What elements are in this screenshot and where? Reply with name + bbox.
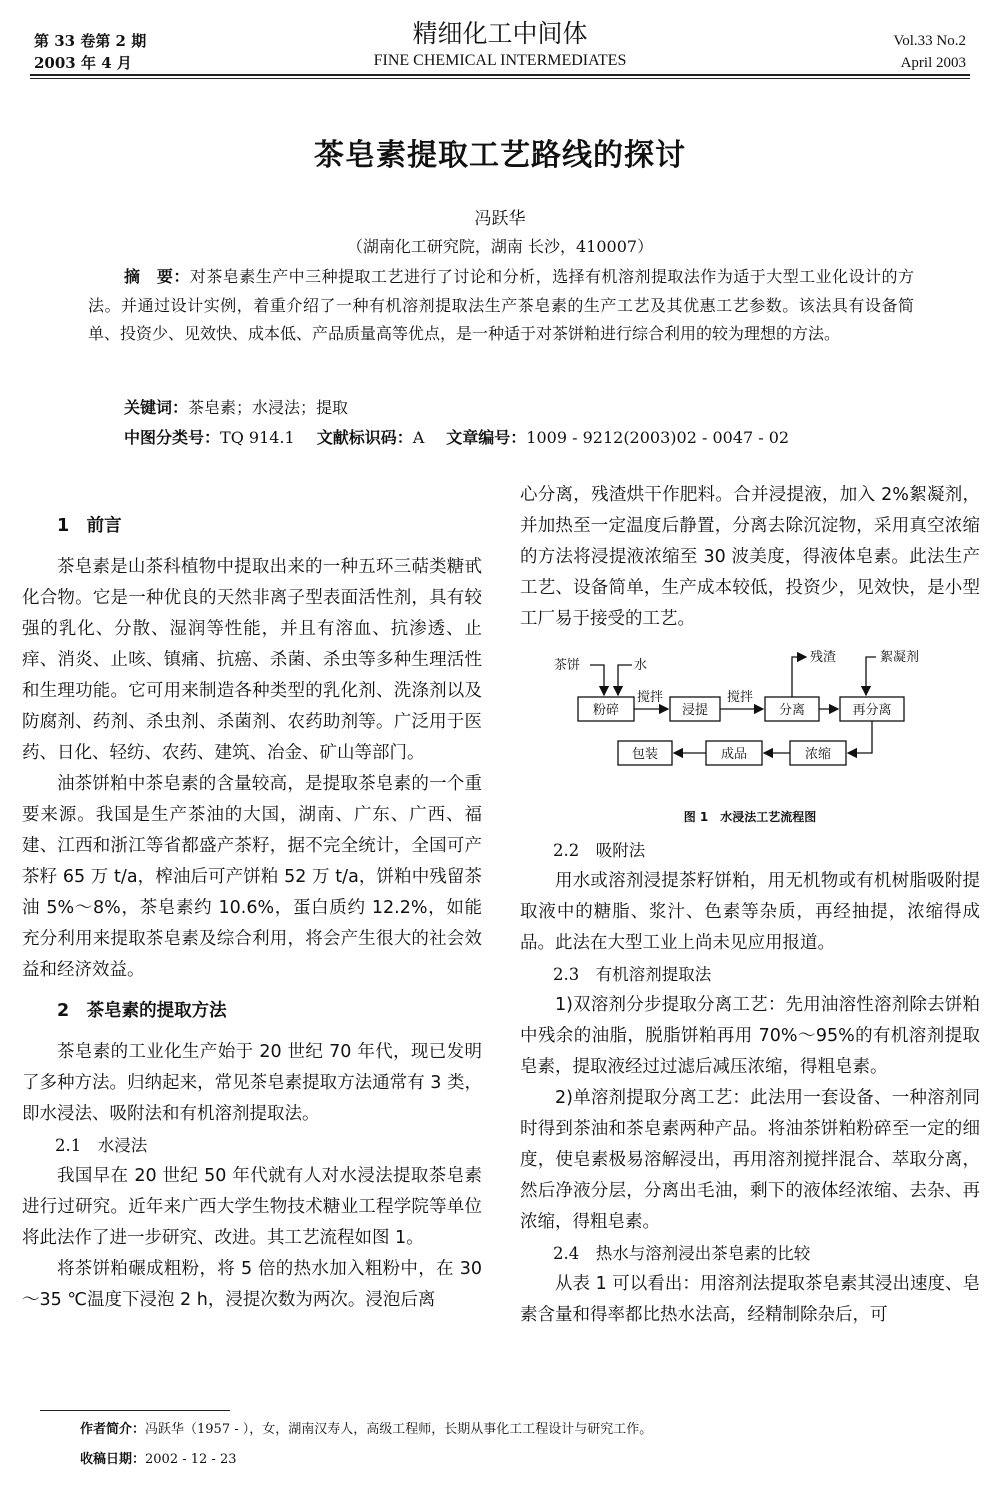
date-cn: 2003 年 4 月	[34, 54, 132, 72]
classification-line	[124, 425, 789, 451]
reseparation-label: 再分离	[852, 703, 892, 718]
separation-label: 分离	[778, 703, 806, 718]
affiliation: （湖南化工研究院，湖南 长沙，410007）	[346, 237, 654, 256]
article-number-label: 文章编号：	[446, 428, 527, 447]
flow-diagram	[520, 641, 980, 811]
section-2-title: 2 茶皂素的提取方法	[57, 1001, 227, 1021]
header-left	[34, 30, 146, 74]
stir-label-2: 搅拌	[727, 690, 754, 705]
footnote-rule	[40, 1410, 230, 1411]
section-2-3-title: 2.3 有机溶剂提取法	[553, 965, 712, 984]
section-2-2-paragraph-1: 用水或溶剂浸提茶籽饼粕，用无机物或有机树脂吸附提取液中的糖脂、浆汁、色素等杂质，再经抽提，浓缩得成品。此法在大型工业上尚未见应用报道。	[520, 871, 980, 953]
header-rule-thin	[30, 78, 970, 79]
doc-code-value: A	[412, 428, 425, 447]
section-1-paragraph-1: 茶皂素是山茶科植物中提取出来的一种五环三萜类糖甙化合物。它是一种优良的天然非离子型表面活性剂，具有较强的乳化、分散、湿润等性能，并且有溶血、抗渗透、止痒、消炎、止咳、镇痛、抗癌、杀菌、杀虫等多种生理活性和生理功能。它可用来制造各种类型的乳化剂、洗涤剂以及防腐剂、药剂、杀虫剂、杀菌剂、农药助剂等。广泛用于医药、日化、轻纺、农药、建筑、冶金、矿山等部门。	[22, 557, 482, 763]
volume-issue-en: Vol.33 No.2	[893, 33, 966, 49]
section-2-paragraph-1: 茶皂素的工业化生产始于 20 世纪 70 年代，现已发明了多种方法。归纳起来，常见茶皂素提取方法通常有 3 类，即水浸法、吸附法和有机溶剂提取法。	[22, 1042, 482, 1124]
date-en: April 2003	[900, 55, 966, 71]
concentration-label: 浓缩	[804, 747, 832, 762]
journal-name-cn: 精细化工中间体	[412, 19, 588, 48]
abstract-text: 对茶皂素生产中三种提取工艺进行了讨论和分析，选择有机溶剂提取法作为适于大型工业化设计的方法。并通过设计实例，着重介绍了一种有机溶剂提取法生产茶皂素的生产工艺及其优惠工艺参数。该法具有设备简单、投资少、见效快、成本低、产品质量高等优点，是一种适于对茶饼粕进行综合利用的较为理想的方法。	[88, 267, 914, 343]
stir-label-1: 搅拌	[637, 690, 664, 705]
clc-label: 中图分类号：	[124, 428, 221, 447]
author-bio-text: 冯跃华（1957 - ），女，湖南汉寿人，高级工程师，长期从事化工工程设计与研究工作。	[145, 1422, 653, 1437]
section-2-4-paragraph-1: 从表 1 可以看出：用溶剂法提取茶皂素其浸出速度、皂素含量和得率都比热水法高，经精制除杂后，可	[520, 1274, 980, 1325]
article-number-value: 1009 - 9212(2003)02 - 0047 - 02	[526, 428, 790, 447]
abstract-label: 摘 要：	[124, 267, 190, 286]
section-2-1-paragraph-1: 我国早在 20 世纪 50 年代就有人对水浸法提取茶皂素进行过研究。近年来广西大学生物技术糖业工程学院等单位将此法作了进一步研究、改进。其工艺流程如图 1。	[22, 1166, 482, 1248]
leach-label: 浸提	[681, 703, 709, 718]
crush-label: 粉碎	[592, 703, 620, 718]
header-rule	[30, 74, 970, 76]
section-2-1-title: 2.1 水浸法	[55, 1136, 148, 1155]
received-date	[80, 1450, 237, 1470]
volume-issue-cn: 第 33 卷第 2 期	[34, 32, 147, 50]
packaging-label: 包装	[631, 747, 659, 762]
output-residue-label: 残渣	[810, 650, 837, 665]
paper-title: 茶皂素提取工艺路线的探讨	[314, 138, 686, 173]
section-1-title: 1 前言	[57, 516, 122, 536]
left-column	[22, 501, 482, 1316]
figure-1-caption: 图 1 水浸法工艺流程图	[683, 810, 817, 824]
product-label: 成品	[720, 747, 748, 762]
author-bio-label: 作者简介：	[80, 1422, 146, 1437]
author: 冯跃华	[474, 209, 526, 229]
author-bio	[80, 1420, 652, 1440]
input-flocculant-label: 絮凝剂	[880, 650, 920, 665]
section-2-2-title: 2.2 吸附法	[553, 841, 646, 860]
section-2-3-paragraph-2: 2)单溶剂提取分离工艺：此法用一套设备、一种溶剂同时得到茶油和茶皂素两种产品。将油茶饼粕粉碎至一定的细度，使皂素极易溶解浸出，再用溶剂搅拌混合、萃取分离，然后净液分层，分离出毛油，剩下的液体经浓缩、去杂、再浓缩，得粗皂素。	[520, 1088, 980, 1232]
received-date-label: 收稿日期：	[80, 1452, 146, 1467]
header-center	[300, 18, 700, 72]
section-2-4-title: 2.4 热水与溶剂浸出茶皂素的比较	[553, 1244, 811, 1263]
section-2-1-continuation: 心分离，残渣烘干作肥料。合并浸提液，加入 2%絮凝剂，并加热至一定温度后静置，分离去除沉淀物，采用真空浓缩的方法将浸提液浓缩至 30 波美度，得液体皂素。此法生产工艺、设备简单，生产成本较低，投资少，见效快，是小型工厂易于接受的工艺。	[520, 485, 980, 629]
section-1-paragraph-2: 油茶饼粕中茶皂素的含量较高，是提取茶皂素的一个重要来源。我国是生产茶油的大国，湖南、广东、广西、福建、江西和浙江等省都盛产茶籽，据不完全统计，全国可产茶籽 65 万 t/a，榨油后可产饼粕 52 万 t/a，饼粕中残留茶油 5%～8%，茶皂素约 10.6%，蛋白质约 12.2%，如能充分利用来提取茶皂素及综合利用，将会产生很大的社会效益和经济效益。	[22, 774, 482, 980]
journal-name-en: FINE CHEMICAL INTERMEDIATES	[373, 52, 627, 69]
figure-1	[520, 641, 980, 831]
input-cake-label: 茶饼	[554, 658, 581, 673]
input-water-label: 水	[634, 658, 648, 673]
right-column	[520, 480, 980, 1331]
section-2-3-paragraph-1: 1)双溶剂分步提取分离工艺：先用油溶性溶剂除去饼粕中残余的油脂，脱脂饼粕再用 70%～95%的有机溶剂提取皂素，提取液经过过滤后减压浓缩，得粗皂素。	[520, 995, 980, 1077]
abstract	[88, 263, 914, 349]
keywords	[124, 395, 348, 421]
received-date-value: 2002 - 12 - 23	[145, 1452, 237, 1467]
keywords-label: 关键词：	[124, 398, 189, 417]
section-2-1-paragraph-2: 将茶饼粕碾成粗粉，将 5 倍的热水加入粗粉中，在 30～35 ℃温度下浸泡 2 h，浸提次数为两次。浸泡后离	[22, 1259, 482, 1310]
header-right	[893, 30, 966, 74]
doc-code-label: 文献标识码：	[316, 428, 413, 447]
clc-value: TQ 914.1	[220, 428, 295, 447]
keywords-text: 茶皂素；水浸法；提取	[188, 398, 349, 417]
